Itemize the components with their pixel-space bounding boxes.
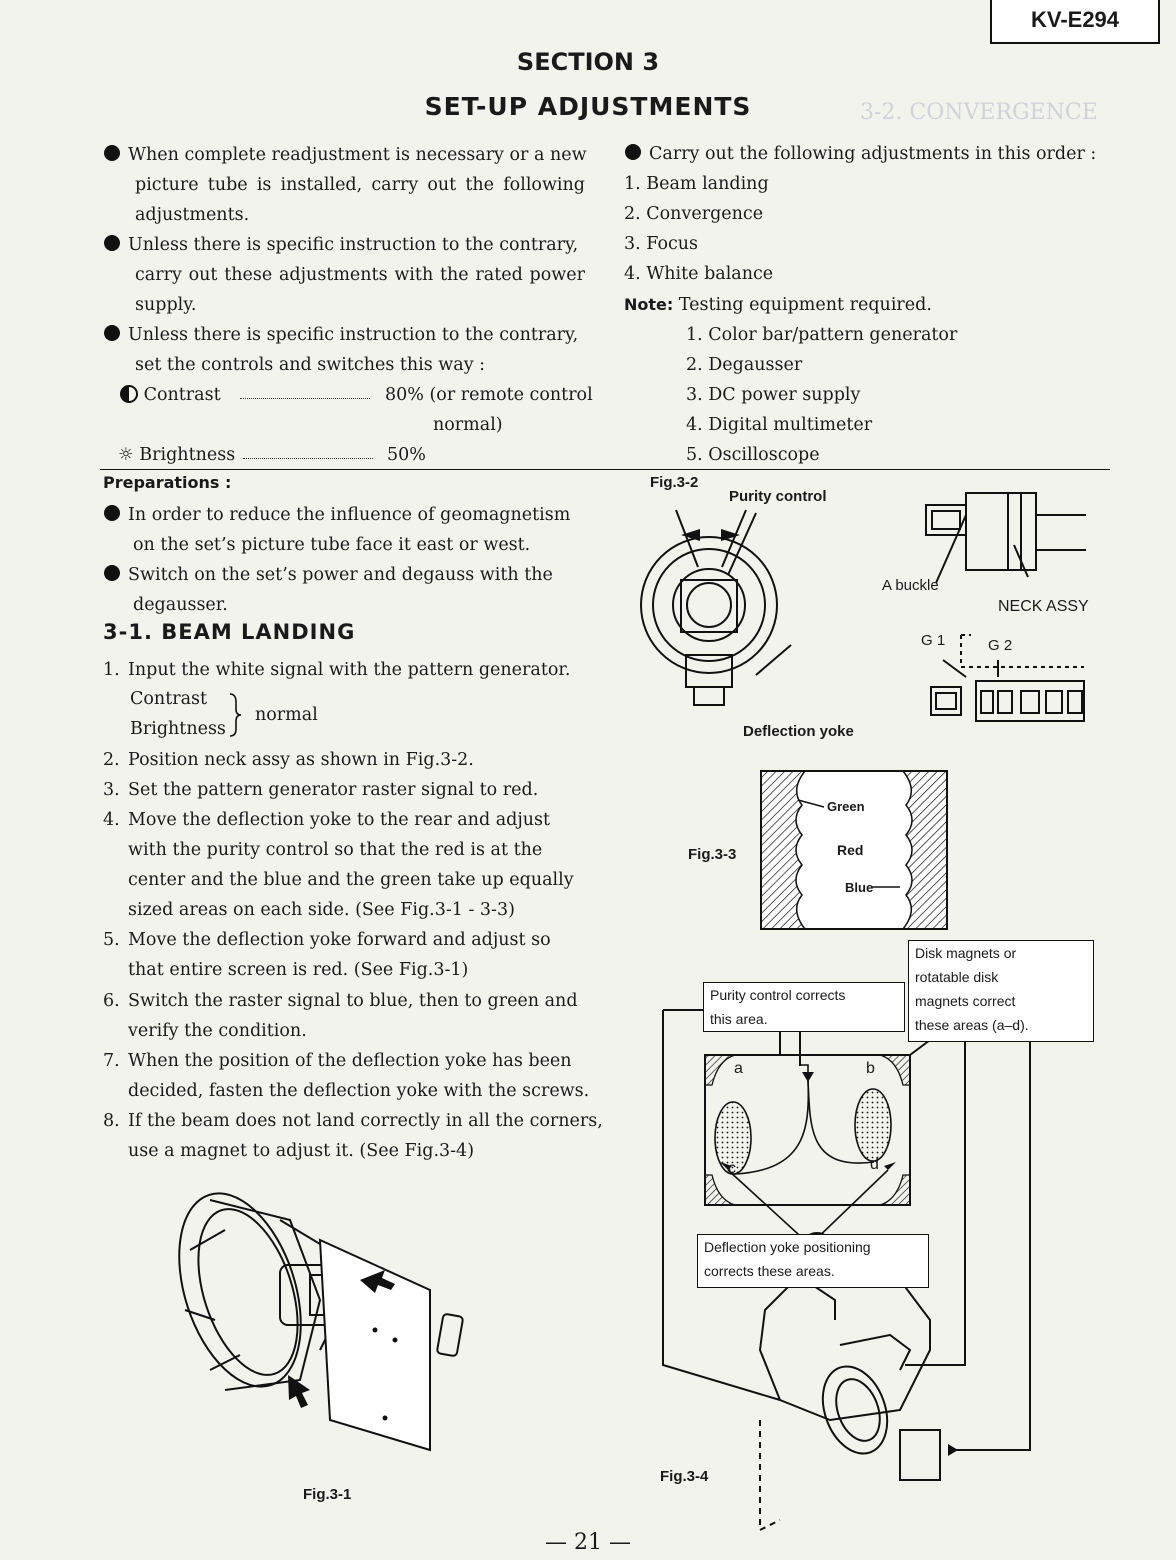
brace <box>228 692 242 738</box>
a-buckle-label: A buckle <box>882 577 939 594</box>
intro-bullet-cont: adjustments. <box>135 205 250 225</box>
equipment-item: 5. Oscilloscope <box>686 445 820 465</box>
red-label: Red <box>837 842 864 858</box>
step-number: 7. <box>103 1051 120 1071</box>
contrast-setting <box>120 380 221 410</box>
step-text: If the beam does not land correctly in all the corners, <box>128 1111 603 1131</box>
page-number: — 21 — <box>545 1530 631 1555</box>
blue-label: Blue <box>845 880 874 895</box>
step1-brightness: Brightness <box>130 719 226 739</box>
step-text-cont: sized areas on each side. (See Fig.3-1 - 3-3) <box>128 900 515 920</box>
divider <box>100 469 1110 470</box>
step-text-cont: verify the condition. <box>128 1021 307 1041</box>
note: Note: Testing equipment required. <box>624 295 932 315</box>
bullet-icon <box>104 325 120 341</box>
step-number: 8. <box>103 1111 120 1131</box>
step-number: 4. <box>103 810 120 830</box>
callout-line: this area. <box>710 1011 768 1027</box>
equipment-item: 4. Digital multimeter <box>686 415 873 435</box>
fig-3-1-illustration <box>170 1180 470 1470</box>
order-intro: Carry out the following adjustments in this order : <box>625 139 1096 169</box>
brightness-label: Brightness <box>139 445 236 465</box>
fig-3-3-caption: Fig.3-3 <box>688 846 737 863</box>
bleed-through: 3-2. CONVERGENCE <box>860 100 1098 125</box>
step-number: 6. <box>103 991 120 1011</box>
fig-3-2-illustration <box>636 505 1106 735</box>
fig-3-2-caption: Fig.3-2 <box>650 474 699 491</box>
leader-dots <box>243 458 373 459</box>
corner-c: c <box>728 1160 736 1177</box>
callout-deflection-yoke <box>697 1234 929 1288</box>
beam-landing-heading: 3-1. BEAM LANDING <box>103 620 356 644</box>
leader-dots <box>240 398 370 399</box>
intro-bullet-cont: supply. <box>135 295 197 315</box>
bullet-icon <box>104 505 120 521</box>
bullet-icon <box>104 565 120 581</box>
brightness-value: 50% <box>387 445 426 465</box>
corner-a: a <box>734 1060 743 1077</box>
preparations-title: Preparations : <box>103 473 232 492</box>
equipment-item: 1. Color bar/pattern generator <box>686 325 958 345</box>
corner-d: d <box>870 1156 879 1173</box>
brightness-icon: ☼ <box>118 445 134 465</box>
intro-bullet: When complete readjustment is necessary or a new <box>104 140 587 170</box>
callout-line: Disk magnets or <box>915 945 1017 961</box>
step-number: 3. <box>103 780 120 800</box>
step-text-cont: use a magnet to adjust it. (See Fig.3-4) <box>128 1141 475 1161</box>
step-number: 2. <box>103 750 120 770</box>
section-label: SECTION 3 <box>516 48 660 76</box>
intro-bullet-cont: picture tube is installed, carry out the following <box>135 175 585 195</box>
step-text: Move the deflection yoke forward and adjust so <box>128 930 551 950</box>
step-text-cont: that entire screen is red. (See Fig.3-1) <box>128 960 469 980</box>
bullet-icon <box>104 145 120 161</box>
bullet-icon <box>625 144 641 160</box>
order-item: 1. Beam landing <box>624 174 769 194</box>
preparation-item: Switch on the set’s power and degauss with the <box>104 560 553 590</box>
step-text: Set the pattern generator raster signal to red. <box>128 780 539 800</box>
order-item: 4. White balance <box>624 264 774 284</box>
contrast-value: 80% (or remote control <box>385 385 593 405</box>
green-label: Green <box>827 799 865 814</box>
contrast-value-cont: normal) <box>433 415 503 435</box>
step1-normal: normal <box>255 705 318 725</box>
callout-line: corrects these areas. <box>704 1263 835 1279</box>
intro-bullet-cont: carry out these adjustments with the rated power <box>135 265 585 285</box>
order-item: 3. Focus <box>624 234 699 254</box>
contrast-icon <box>120 385 138 403</box>
fig-3-1-caption: Fig.3-1 <box>303 1486 352 1503</box>
step-text: Move the deflection yoke to the rear and adjust <box>128 810 551 830</box>
brightness-setting <box>118 440 235 470</box>
callout-line: Purity control corrects <box>710 987 846 1003</box>
step-text: Input the white signal with the pattern generator. <box>128 660 571 680</box>
step-text: When the position of the deflection yoke has been <box>128 1051 572 1071</box>
step1-contrast: Contrast <box>130 689 208 709</box>
step-number: 5. <box>103 930 120 950</box>
model-number: KV-E294 <box>990 0 1160 44</box>
order-item: 2. Convergence <box>624 204 764 224</box>
bullet-icon <box>104 235 120 251</box>
corner-b: b <box>866 1060 875 1077</box>
intro-bullet: Unless there is specific instruction to the contrary, <box>104 230 578 260</box>
step-text: Switch the raster signal to blue, then to green and <box>128 991 578 1011</box>
g2-label: G 2 <box>988 637 1013 654</box>
preparation-item-cont: on the set’s picture tube face it east or west. <box>133 535 531 555</box>
equipment-item: 2. Degausser <box>686 355 803 375</box>
callout-line: these areas (a–d). <box>915 1017 1029 1033</box>
step-number: 1. <box>103 660 120 680</box>
step-text-cont: with the purity control so that the red is at the <box>128 840 543 860</box>
step-text-cont: decided, fasten the deflection yoke with the screws. <box>128 1081 590 1101</box>
callout-line: magnets correct <box>915 993 1016 1009</box>
fig-3-4-caption: Fig.3-4 <box>660 1468 709 1485</box>
g1-label: G 1 <box>921 632 946 649</box>
contrast-label: Contrast <box>143 385 221 405</box>
step-text: Position neck assy as shown in Fig.3-2. <box>128 750 474 770</box>
callout-line: rotatable disk <box>915 969 999 985</box>
step-text-cont: center and the blue and the green take up equally <box>128 870 574 890</box>
neck-assy-label: NECK ASSY <box>998 598 1089 615</box>
purity-control-label: Purity control <box>729 488 827 505</box>
intro-bullet: Unless there is specific instruction to the contrary, <box>104 320 578 350</box>
preparation-item-cont: degausser. <box>133 595 228 615</box>
equipment-item: 3. DC power supply <box>686 385 861 405</box>
callout-disk-magnets <box>908 940 1094 1042</box>
page-title: SET-UP ADJUSTMENTS <box>424 92 752 121</box>
intro-bullet-cont: set the controls and switches this way : <box>135 355 486 375</box>
preparation-item: In order to reduce the influence of geomagnetism <box>104 500 570 530</box>
callout-purity-control <box>703 982 905 1032</box>
callout-line: Deflection yoke positioning <box>704 1239 871 1255</box>
deflection-yoke-label: Deflection yoke <box>743 723 854 740</box>
